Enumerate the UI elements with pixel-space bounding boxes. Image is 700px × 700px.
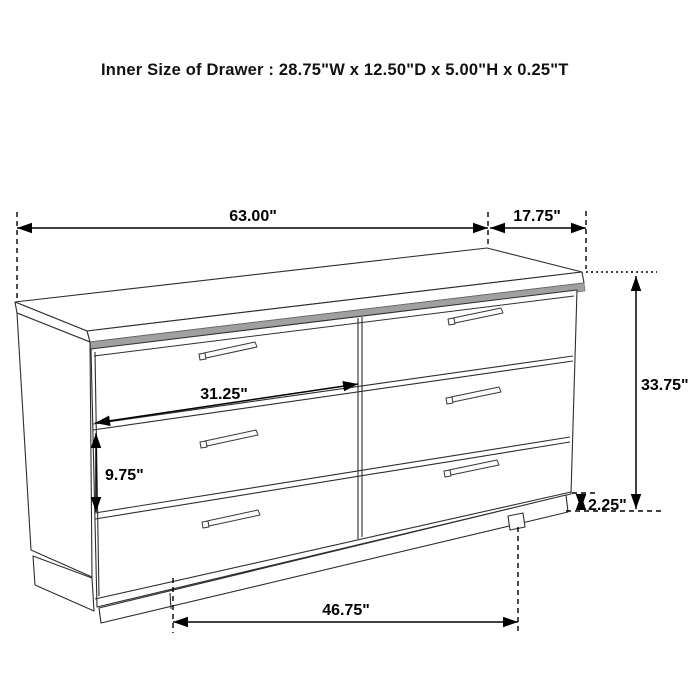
dim-label-drawer-width: 31.25" (200, 386, 248, 403)
page-title: Inner Size of Drawer : 28.75"W x 12.50"D x 5.00"H x 0.25"T (101, 61, 569, 79)
dim-label-base-width: 46.75" (322, 602, 370, 619)
dim-label-base-height: 2.25" (588, 497, 627, 514)
dresser-left-side-panel (17, 313, 92, 577)
dresser-right-foot (508, 513, 525, 530)
dresser-drawing (15, 248, 585, 623)
dim-label-drawer-height: 9.75" (105, 467, 144, 484)
dim-label-top-depth: 17.75" (513, 208, 561, 225)
dim-label-overall-height: 33.75" (641, 377, 689, 394)
dim-label-top-width: 63.00" (229, 208, 277, 225)
